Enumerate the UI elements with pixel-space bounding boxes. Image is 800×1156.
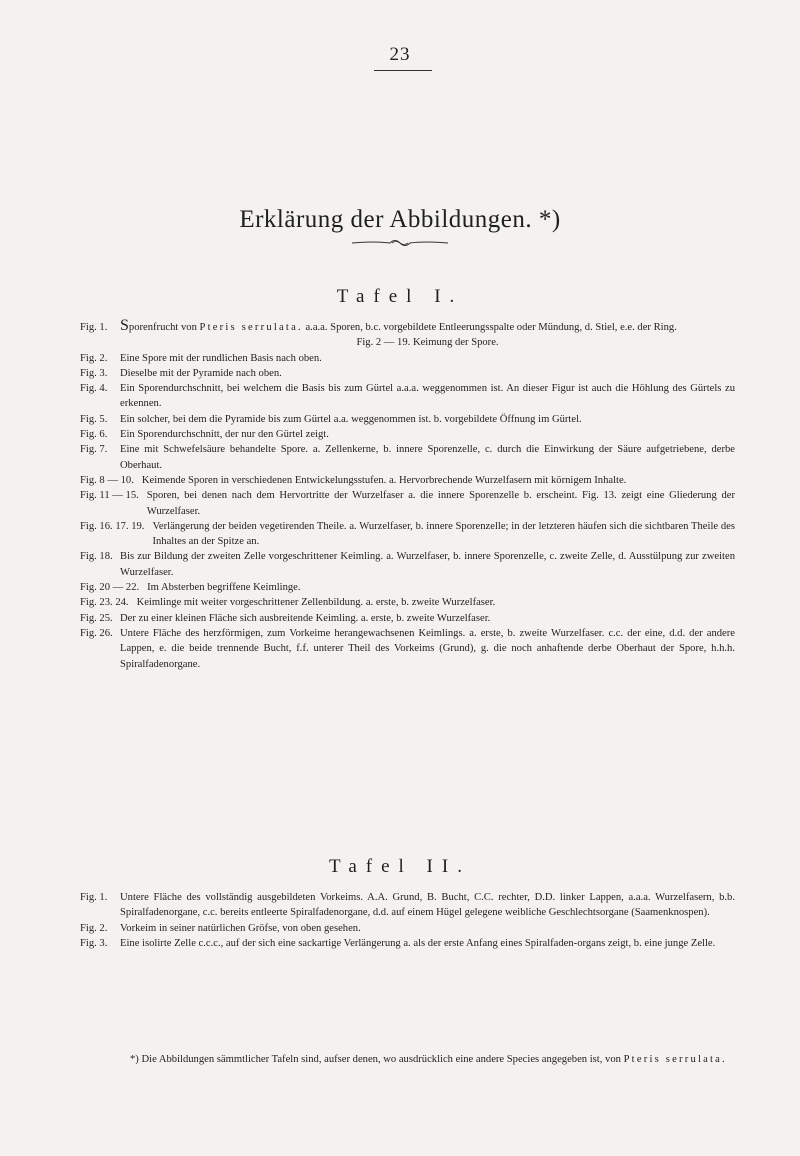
fig-text-rest: a.a.a. Sporen, b.c. vorgebildete Entleerungsspalte oder Mündung, d. Stiel, e.e. der Ring. <box>305 322 677 333</box>
fig-label: Fig. 1. <box>80 322 108 333</box>
fig-text: Ein Sporendurchschnitt, bei welchem die Basis bis zum Gürtel a.a.a. weggenommen ist. An dieser Figur ist auch die Höhlung des Gürtels zu erkennen. <box>120 383 735 410</box>
fig-entry <box>80 626 735 672</box>
fig-text: Vorkeim in seiner natürlichen Gröfse, von oben gesehen. <box>120 922 361 934</box>
fig-text: Keimende Sporen in verschiedenen Entwickelungsstufen. a. Hervorbrechende Wurzelfasern mit körnigem Inhalte. <box>141 474 627 486</box>
fig-label: Fig. 26. <box>80 627 113 639</box>
fig-text: Untere Fläche des herzförmigen, zum Vorkeime herangewachsenen Keimlings. a. erste, b. zweite Wurzelfaser. c.c. der eine, d.d. der andere Lappen, e. die beide trennende Bucht, f.f. unterer Theil des Vorkeims (Grund), g. die noch anhaftende derbe Oberhaut der Spore, h.h.h. Spiralfadenorgane. <box>120 627 735 670</box>
fig-label: Fig. 23. 24. <box>80 597 129 609</box>
fig-label: Fig. 2. <box>80 922 108 934</box>
fig-label: Fig. 20 — 22. <box>80 582 140 594</box>
fig-entry <box>80 366 735 381</box>
species-name: Pteris serrulata. <box>199 322 303 333</box>
fig-label: Fig. 5. <box>80 413 108 425</box>
fig-entry <box>80 351 735 366</box>
fig-text: Bis zur Bildung der zweiten Zelle vorgeschrittener Keimling. a. Wurzelfaser, b. innere Sporenzelle, c. zweite Zelle, d. Ausstülpung zur zweiten Wurzelfaser. <box>120 551 735 578</box>
fig-entry <box>80 580 735 595</box>
fig-entry <box>80 427 735 442</box>
fig-entry <box>80 921 735 936</box>
fig-entry <box>80 519 735 550</box>
fig-text: Ein solcher, bei dem die Pyramide bis zum Gürtel a.a. weggenommen ist. b. vorgebildete Öffnung im Gürtel. <box>120 413 582 425</box>
fig-label: Fig. 25. <box>80 612 113 624</box>
fig-text: Eine mit Schwefelsäure behandelte Spore. a. Zellenkerne, b. innere Sporenzelle, c. durch die Einwirkung der Säure aufgetriebene, derbe Oberhaut. <box>120 444 735 471</box>
fig-entry <box>80 412 735 427</box>
fig-entry <box>80 890 735 921</box>
fig-entry <box>80 317 735 335</box>
fig-label: Fig. 2. <box>80 352 108 364</box>
fig-text: Verlängerung der beiden vegetirenden Theile. a. Wurzelfaser, b. innere Sporenzelle; in der letzteren häufen sich die sichtbaren Theile des Inhaltes an der Spitze an. <box>152 520 735 548</box>
fig-entry <box>80 936 735 951</box>
fig-label: Fig. 11 — 15. <box>80 490 139 502</box>
plate-1-figure-list <box>80 317 735 672</box>
fig-entry <box>80 442 735 473</box>
fig-text: Keimlinge mit weiter vorgeschrittener Zellenbildung. a. erste, b. zweite Wurzelfaser. <box>136 597 496 609</box>
fig-text <box>120 317 735 335</box>
plate-2-figure-list <box>80 890 735 951</box>
fig-text: Eine Spore mit der rundlichen Basis nach oben. <box>120 352 322 364</box>
species-name: Pteris serrulata. <box>623 1054 727 1065</box>
fig-label: Fig. 3. <box>80 937 108 949</box>
fig-entry <box>80 595 735 610</box>
fig-label: Fig. 3. <box>80 367 108 379</box>
page-number-rule <box>374 70 432 71</box>
fig-text: Untere Fläche des vollständig ausgebildeten Vorkeims. A.A. Grund, B. Bucht, C.C. rechter, D.D. linker Lappen, a.a.a. Wurzelfasern, b.b. Spiralfadenorgane, c.c. bereits entleerte Spiralfadenorgane, d.d. auf einem Hügel gelegene weibliche Geschlechtsorgane (Saamenknospen). <box>120 892 735 919</box>
fig-label: Fig. 7. <box>80 444 108 456</box>
fig-entry <box>80 549 735 580</box>
fig-text: Eine isolirte Zelle c.c.c., auf der sich eine sackartige Verlängerung a. als der erste Anfang eines Spiralfaden-organs zeigt, b. eine junge Zelle. <box>120 937 716 949</box>
fig-label: Fig. 16. 17. 19. <box>80 520 145 532</box>
fig-text-pre: porenfrucht von <box>128 322 197 333</box>
fig-entry <box>80 488 735 519</box>
fig-text: Dieselbe mit der Pyramide nach oben. <box>120 367 282 379</box>
page-title: Erklärung der Abbildungen. *) <box>239 206 561 233</box>
fig-text: Ein Sporendurchschnitt, der nur den Gürtel zeigt. <box>120 429 329 441</box>
fig-entry <box>80 381 735 412</box>
fig-label: Fig. 8 — 10. <box>80 474 134 486</box>
fig-entry <box>80 473 735 488</box>
footnote <box>130 1052 730 1067</box>
fig-text: Sporen, bei denen nach dem Hervortritte der Wurzelfaser a. die innere Sporenzelle b. erscheint. Fig. 13. zeigt eine Gliederung der Wurzelfaser. <box>146 490 735 517</box>
page-number: 23 <box>389 44 411 65</box>
plate-2-heading: Tafel II. <box>329 856 471 877</box>
fig-label: Fig. 4. <box>80 383 108 395</box>
fig-text: Der zu einer kleinen Fläche sich ausbreitende Keimling. a. erste, b. zweite Wurzelfaser. <box>120 612 491 624</box>
fig-subheading: Fig. 2 — 19. Keimung der Spore. <box>356 337 499 349</box>
plate-1-heading: Tafel I. <box>336 286 464 307</box>
ornament-divider <box>350 236 450 250</box>
fig-dropcap: S <box>120 317 129 334</box>
fig-label: Fig. 1. <box>80 892 108 903</box>
fig-text: Im Absterben begriffene Keimlinge. <box>147 582 301 594</box>
fig-label: Fig. 6. <box>80 429 108 441</box>
fig-label: Fig. 18. <box>80 551 113 563</box>
fig-entry <box>80 611 735 626</box>
footnote-text: *) Die Abbildungen sämmtlicher Tafeln sind, aufser denen, wo ausdrücklich eine andere Species angegeben ist, von <box>130 1054 621 1065</box>
